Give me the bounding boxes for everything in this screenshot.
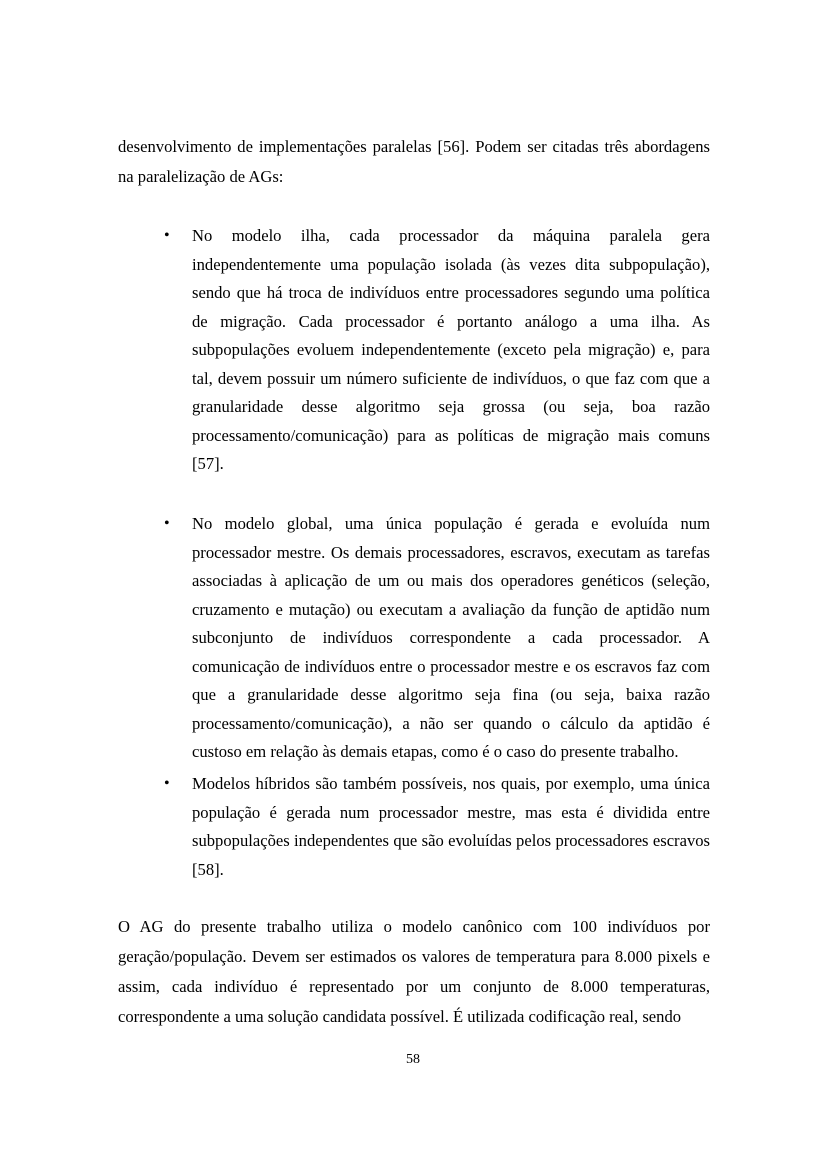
final-paragraph: O AG do presente trabalho utiliza o modelo canônico com 100 indivíduos por geração/população. Devem ser estimados os valores de temperatura para 8.000 pixels e assim, cada indivíduo é representado por um conjunto de 8.000 temperaturas, correspondente a uma solução candidata possível. É utilizada codificação real, sendo bbox=[118, 917, 710, 1026]
page-number: 58 bbox=[406, 1052, 420, 1067]
bullet-text: No modelo ilha, cada processador da máquina paralela gera independentemente uma população isolada (às vezes dita subpopulação), sendo que há troca de indivíduos entre processadores segundo uma política de migração. Cada processador é portanto análogo a uma ilha. As subpopulações evoluem independentemente (exceto pela migração) e, para tal, devem possuir um número suficiente de indivíduos, o que faz com que a granularidade desse algoritmo seja grossa (ou seja, boa razão processamento/comunicação) para as políticas de migração mais comuns [57]. bbox=[192, 226, 710, 473]
bullet-icon: • bbox=[164, 515, 170, 532]
bullet-text: Modelos híbridos são também possíveis, nos quais, por exemplo, uma única população é gerada num processador mestre, mas esta é dividida entre subpopulações independentes que são evoluídas pelos processadores escravos [58]. bbox=[192, 774, 710, 879]
bullet-item-island-model bbox=[164, 222, 710, 479]
bullet-item-global-model bbox=[164, 510, 710, 767]
bullet-text: No modelo global, uma única população é gerada e evoluída num processador mestre. Os demais processadores, escravos, executam as tarefas associadas à aplicação de um ou mais dos operadores genéticos (seleção, cruzamento e mutação) ou executam a avaliação da função de aptidão num subconjunto de indivíduos correspondente a cada processador. A comunicação de indivíduos entre o processador mestre e os escravos faz com que a granularidade desse algoritmo seja fina (ou seja, baixa razão processamento/comunicação), a não ser quando o cálculo da aptidão é custoso em relação às demais etapas, como é o caso do presente trabalho. bbox=[192, 514, 710, 761]
bullet-icon: • bbox=[164, 227, 170, 244]
bullet-icon: • bbox=[164, 775, 170, 792]
bullet-item-hybrid-model bbox=[164, 770, 710, 884]
intro-paragraph: desenvolvimento de implementações paralelas [56]. Podem ser citadas três abordagens na paralelização de AGs: bbox=[118, 137, 710, 186]
